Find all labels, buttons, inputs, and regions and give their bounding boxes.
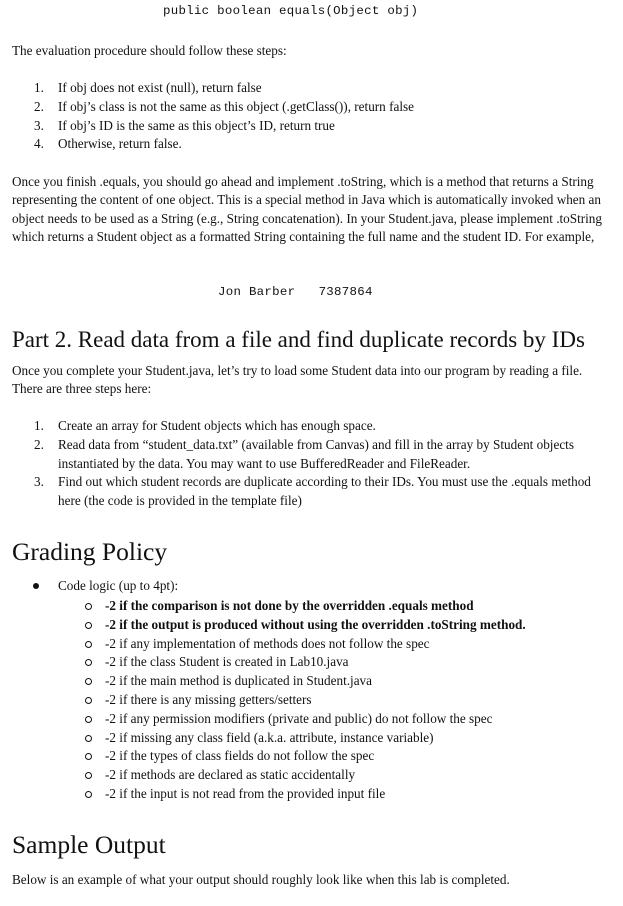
grading-item-text: -2 if methods are declared as static accidentally (105, 767, 356, 783)
part2-intro: Once you complete your Student.java, let’s try to load some Student data into our program by reading a file. There are three steps here: (12, 363, 583, 397)
list-number: 2. (34, 98, 44, 114)
equals-step-3 (34, 117, 603, 136)
circle-bullet-icon (85, 678, 92, 685)
example-output: Jon Barber 7387864 (218, 285, 373, 299)
grading-item (105, 691, 605, 710)
grading-item (105, 785, 605, 804)
circle-bullet-icon (85, 735, 92, 742)
grading-item-text: -2 if any permission modifiers (private and public) do not follow the spec (105, 710, 493, 726)
grading-item (105, 635, 605, 654)
method-signature: public boolean equals(Object obj) (163, 4, 419, 18)
part2-step-3 (34, 473, 603, 511)
sample-text: Below is an example of what your output should roughly look like when this lab is completed. (12, 872, 510, 887)
list-item-text: If obj’s class is not the same as this object (.getClass()), return false (58, 98, 414, 114)
grading-item-text: -2 if any implementation of methods does not follow the spec (105, 635, 430, 651)
grading-item-text: -2 if the main method is duplicated in Student.java (105, 673, 372, 689)
grading-item (105, 653, 605, 672)
circle-bullet-icon (85, 622, 92, 629)
grading-item-text: -2 if there is any missing getters/setters (105, 691, 312, 707)
steps-intro: The evaluation procedure should follow these steps: (12, 43, 287, 58)
circle-bullet-icon (85, 603, 92, 610)
tostring-paragraph: Once you finish .equals, you should go ahead and implement .toString, which is a method that returns a String representing the content of one object. This is a special method in Java which is automatically invoked when an object needs to be used as a String (e.g., String concatenation). In your Student.java, please implement .toString which returns a Student object as a formatted String containing the full name and the student ID. For example, (12, 174, 602, 244)
circle-bullet-icon (85, 641, 92, 648)
grading-item (105, 597, 605, 616)
list-item-text: Read data from “student_data.txt” (available from Canvas) and fill in the array by Student objects instantiated by the data. You may want to use BufferedReader and FileReader. (58, 436, 574, 471)
bullet-dot-icon (33, 583, 39, 589)
list-number: 4. (34, 136, 44, 152)
circle-bullet-icon (85, 772, 92, 779)
grading-heading: Grading Policy (12, 537, 168, 566)
list-number: 1. (34, 418, 44, 433)
circle-bullet-icon (85, 791, 92, 798)
grading-item (105, 672, 605, 691)
grading-bullet: Code logic (up to 4pt): (58, 578, 179, 593)
grading-item (105, 616, 605, 635)
grading-item-text: -2 if the comparison is not done by the overridden .equals method (105, 598, 474, 613)
part2-step-1 (34, 417, 603, 436)
part2-heading: Part 2. Read data from a file and find duplicate records by IDs (12, 327, 585, 352)
grading-item-text: -2 if the output is produced without using the overridden .toString method. (105, 616, 526, 632)
grading-item-text: -2 if the input is not read from the provided input file (105, 785, 386, 801)
list-item-text: Find out which student records are duplicate according to their IDs. You must use the .equals method here (the code is provided in the template file) (58, 474, 591, 509)
equals-step-4 (34, 135, 603, 154)
list-item-text: If obj’s ID is the same as this object’s ID, return true (58, 117, 335, 133)
circle-bullet-icon (85, 659, 92, 666)
grading-item-text: -2 if the class Student is created in Lab10.java (105, 654, 349, 670)
equals-steps-list (34, 79, 603, 154)
list-item-text: Create an array for Student objects which has enough space. (58, 418, 376, 433)
grading-items-list (105, 597, 605, 804)
list-number: 2. (34, 436, 44, 452)
grading-item (105, 766, 605, 785)
grading-item-text: -2 if the types of class fields do not follow the spec (105, 748, 375, 764)
list-number: 3. (34, 474, 44, 490)
equals-step-1 (34, 79, 603, 98)
grading-item (105, 729, 605, 748)
part2-steps-list (34, 417, 603, 511)
equals-step-2 (34, 98, 603, 117)
part2-step-2 (34, 436, 603, 474)
list-item-text: If obj does not exist (null), return false (58, 80, 262, 95)
circle-bullet-icon (85, 697, 92, 704)
list-number: 3. (34, 117, 44, 133)
sample-heading: Sample Output (12, 830, 166, 859)
grading-item (105, 747, 605, 766)
grading-item (105, 710, 605, 729)
grading-bullet-row (0, 577, 623, 597)
circle-bullet-icon (85, 716, 92, 723)
list-item-text: Otherwise, return false. (58, 136, 182, 152)
list-number: 1. (34, 80, 44, 95)
circle-bullet-icon (85, 753, 92, 760)
grading-item-text: -2 if missing any class field (a.k.a. attribute, instance variable) (105, 729, 434, 745)
